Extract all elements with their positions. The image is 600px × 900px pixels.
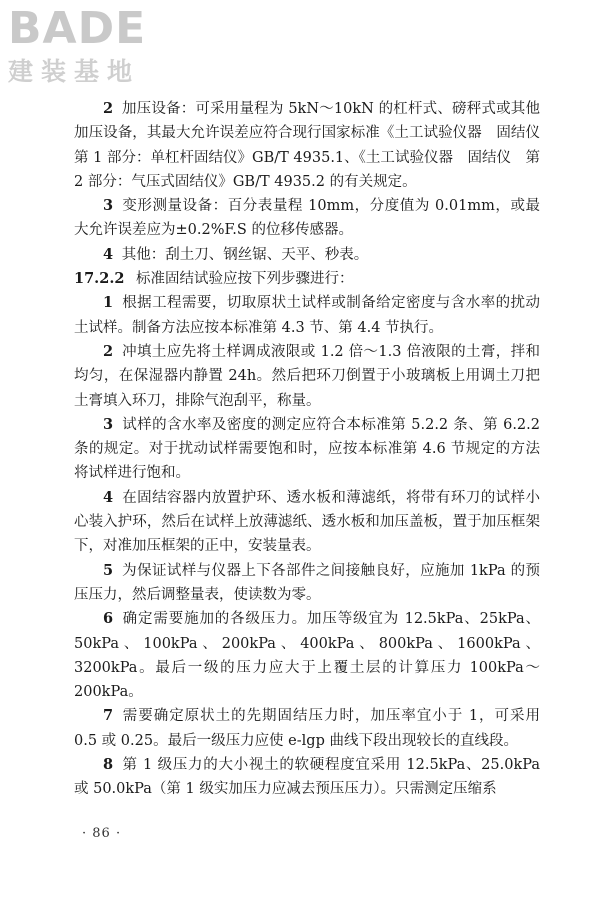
page-number: · 86 ·: [82, 826, 122, 841]
step-item: 5 为保证试样与仪器上下各部件之间接触良好，应施加 1kPa 的预压压力，然后调整量表，使读数为零。: [74, 561, 540, 603]
step-item: 3 试样的含水率及密度的测定应符合本标准第 5.2.2 条、第 6.2.2 条的规定。对于扰动试样需要饱和时，应按本标准第 4.6 节规定的方法将试样进行饱和。: [74, 415, 540, 482]
step-item: 4 在固结容器内放置护环、透水板和薄滤纸，将带有环刀的试样小心装入护环，然后在试样上放薄滤纸、透水板和加压盖板，置于加压框架下，对准加压框架的正中，安装量表。: [74, 488, 540, 555]
paragraph-item: 4 其他：刮土刀、钢丝锯、天平、秒表。: [103, 245, 369, 263]
step-item: 8 第 1 级压力的大小视土的软硬程度宜采用 12.5kPa、25.0kPa 或 50.0kPa（第 1 级实加压力应减去预压压力）。只需测定压缩系: [74, 756, 540, 798]
paragraph-item: 3 变形测量设备：百分表量程 10mm，分度值为 0.01mm，或最大允许误差应为±0.2%F.S 的位移传感器。: [74, 197, 540, 239]
step-item: 7 需要确定原状土的先期固结压力时，加压率宜小于 1，可采用 0.5 或 0.25。最后一级压力应使 e-lgp 曲线下段出现较长的直线段。: [74, 707, 540, 749]
document-body: [74, 97, 555, 802]
bade-watermark-logo: [8, 4, 178, 88]
step-item: 6 确定需要施加的各级压力。加压等级宜为 12.5kPa、25kPa、50kPa、100kPa、200kPa、400kPa、800kPa、1600kPa、3200kPa。最后一级的压力应大于上覆土层的计算压力 100kPa～200kPa。: [74, 610, 540, 701]
step-item: 1 根据工程需要，切取原状土试样或制备给定密度与含水率的扰动土试样。制备方法应按本标准第 4.3 节、第 4.4 节执行。: [74, 294, 540, 336]
paragraph-item: 2 加压设备：可采用量程为 5kN～10kN 的杠杆式、磅秤式或其他加压设备，其最大允许误差应符合现行国家标准《土工试验仪器 固结仪 第 1 部分：单杠杆固结仪》GB/T 4935.1、《土工试验仪器 固结仪 第 2 部分：气压式固结仪》GB/T 4935.2 的有关规定。: [74, 100, 555, 190]
step-item: 2 冲填土应先将土样调成液限或 1.2 倍～1.3 倍液限的土膏，拌和均匀，在保湿器内静置 24h。然后把环刀倒置于小玻璃板上用调土刀把土膏填入环刀，排除气泡刮平，称量。: [74, 342, 540, 409]
section-text: 标准固结试验应按下列步骤进行：: [136, 271, 354, 288]
section-heading: [74, 267, 540, 291]
watermark-brand: BADE: [8, 3, 147, 54]
section-number: 17.2.2: [74, 270, 125, 288]
watermark-subtitle: 建装基地: [8, 57, 141, 86]
